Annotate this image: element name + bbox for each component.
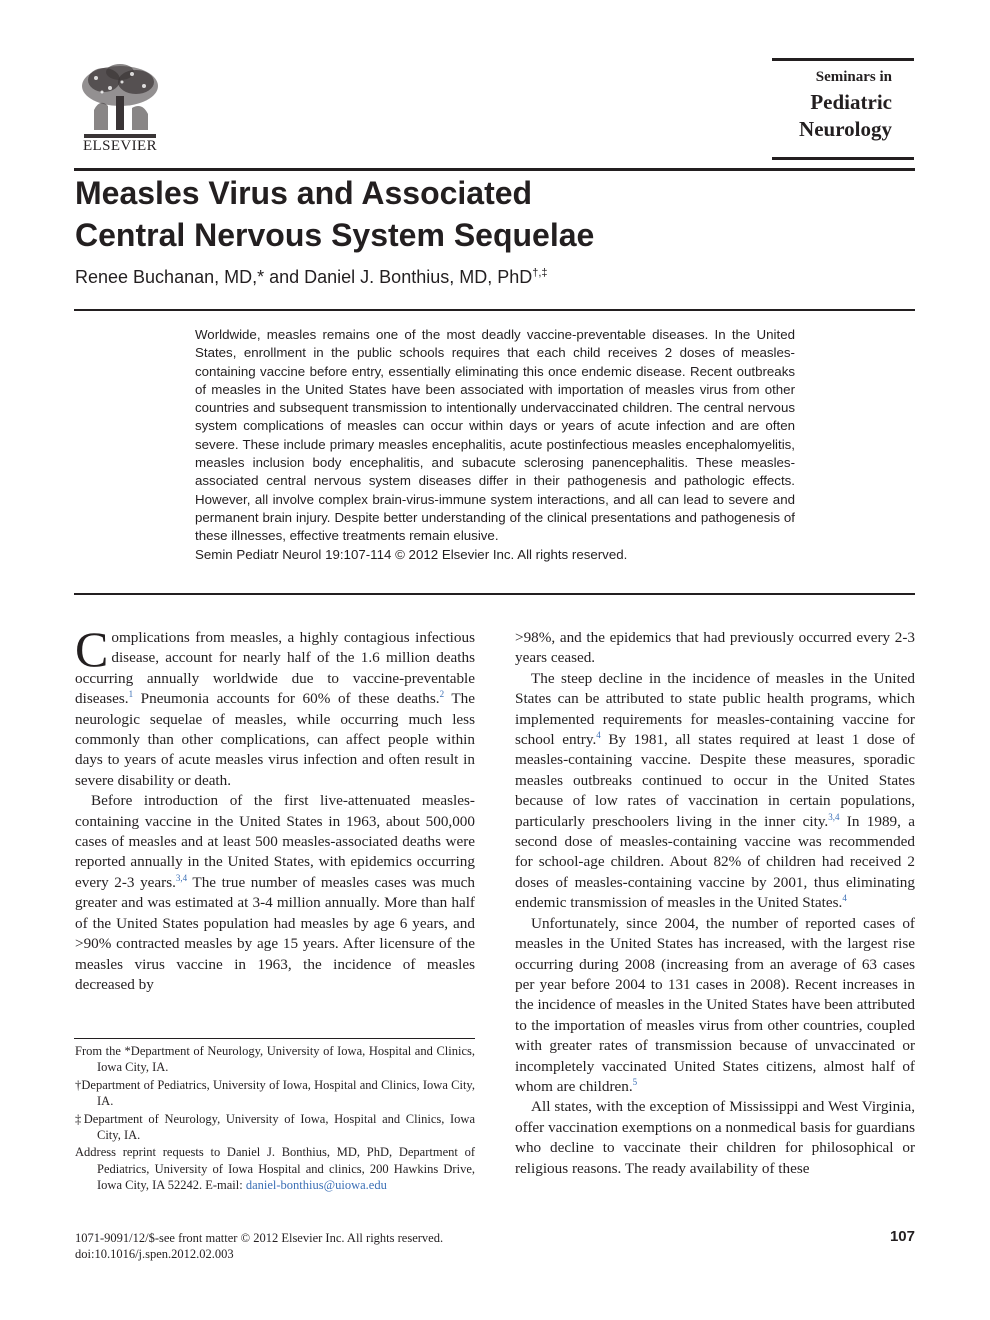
header-divider xyxy=(74,168,915,171)
issn-line: 1071-9091/12/$-see front matter © 2012 Elsevier Inc. All rights reserved. xyxy=(75,1231,444,1245)
affiliation-footnote: ‡Department of Neurology, University of Iowa, Hospital and Clinics, Iowa City, IA. xyxy=(75,1111,475,1143)
body-text: The neurologic sequelae of measles, while occurring much less commonly than other complications, can affect people within days to years of acute measles virus infection and often result in severe disability or death. xyxy=(75,690,475,789)
reference-link[interactable]: 2 xyxy=(439,689,445,700)
journal-line-pediatric: Pediatric xyxy=(810,90,892,114)
article-title xyxy=(75,172,795,256)
authors-text: Renee Buchanan, MD,* and Daniel J. Bonthius, MD, PhD xyxy=(75,267,533,287)
footnotes xyxy=(75,1043,475,1194)
copyright-block xyxy=(75,1230,443,1262)
body-text: By 1981, all states required at least 1 dose of measles-containing vaccine. Despite these measures, sporadic measles outbreaks continued to occur in the United States because of low rates of vaccination in certain populations, particularly preschoolers living in the inner city. xyxy=(515,731,915,830)
authors-affiliation-marks: †,‡ xyxy=(532,267,548,279)
affiliation-footnote: †Department of Pediatrics, University of Iowa, Hospital and Clinics, Iowa City, IA. xyxy=(75,1077,475,1109)
reference-link[interactable]: 5 xyxy=(632,1076,638,1087)
body-column-left xyxy=(75,621,475,995)
body-text: The true number of measles cases was much greater and was estimated at 3-4 million annually. More than half of the United States population had measles by age 6 years, and >90% contracted measles by age 15 years. After licensure of the measles virus vaccine in 1963, the incidence of measles decreased by xyxy=(75,873,475,993)
reference-link[interactable]: 3,4 xyxy=(175,872,188,883)
affiliation-footnote: From the *Department of Neurology, University of Iowa, Hospital and Clinics, Iowa City, IA. xyxy=(75,1044,475,1075)
journal-line-seminars: Seminars in xyxy=(815,69,892,85)
reference-link[interactable]: 4 xyxy=(842,893,847,904)
title-line-1: Measles Virus and Associated xyxy=(75,175,533,211)
body-text: Before introduction of the first live-attenuated measles-containing vaccine in the United States in 1963, about 500,000 cases of measles and at least 500 measles-associated deaths were reported annually in the United States, with epidemics occurring every 2-3 years. xyxy=(75,792,475,891)
page-number: 107 xyxy=(889,1228,915,1245)
abstract-text: Worldwide, measles remains one of the most deadly vaccine-preventable diseases. In the United States, enrollment in the public schools requires that each child receives 2 doses of measles-containing vaccine before entry, essentially eliminating this once endemic disease. Recent outbreaks of measles in the United States have been associated with importation of measles virus from other countries and subsequent transmission to intentionally undervaccinated children. The central nervous system complications of measles can occur within days or years of acute infection and are often severe. These include primary measles encephalitis, acute postinfectious measles encephalomyelitis, measles inclusion body encephalitis, and subacute sclerosing panencephalitis. These measles-associated central nervous system diseases differ in their pathogenesis and pathologic effects. However, all involve complex brain-virus-immune system interactions, and all can lead to severe and permanent brain injury. Despite better understanding of the clinical presentations and pathogenesis of these illnesses, effective treatments remain elusive. xyxy=(195,327,795,544)
correspondence-text: Address reprint requests to Daniel J. Bonthius, MD, PhD, Department of Pediatrics, University of Iowa Hospital and clinics, 200 Hawkins Drive, Iowa City, IA 52242. E-mail: xyxy=(75,1145,475,1193)
journal-line-neurology: Neurology xyxy=(799,117,892,141)
body-column-right xyxy=(515,628,915,1179)
abstract xyxy=(195,326,795,564)
body-text: The steep decline in the incidence of measles in the United States can be attributed to state public health programs, which implemented requirements for measles-containing vaccine for school entry. xyxy=(515,669,915,749)
email-link[interactable]: daniel-bonthius@uiowa.edu xyxy=(245,1178,387,1193)
body-text: In 1989, a second dose of measles-containing vaccine was recommended for school-age children. About 82% of children had received 2 doses of measles-containing vaccine by 2001, thus eliminating endemic transmission of measles in the United States. xyxy=(515,812,915,912)
doi-line[interactable]: doi:10.1016/j.spen.2012.02.003 xyxy=(75,1247,234,1261)
author-list xyxy=(75,267,875,288)
reference-link[interactable]: 4 xyxy=(596,729,601,740)
body-text: Pneumonia accounts for 60% of these deaths. xyxy=(133,690,440,708)
body-paragraph xyxy=(515,669,915,914)
reference-link[interactable]: 1 xyxy=(128,689,134,700)
abstract-divider xyxy=(74,593,915,595)
title-divider xyxy=(74,309,915,311)
correspondence-footnote xyxy=(75,1144,475,1193)
body-paragraph: All states, with the exception of Mississippi and West Virginia, offer vaccination exemptions on a nonmedical basis for guardians who decline to vaccinate their children for philosophical or religious reasons. The ready availability of these xyxy=(515,1098,915,1177)
body-paragraph xyxy=(75,791,475,995)
journal-name xyxy=(772,58,914,160)
abstract-citation: Semin Pediatr Neurol 19:107-114 © 2012 Elsevier Inc. All rights reserved. xyxy=(195,546,628,562)
body-paragraph xyxy=(75,621,475,791)
body-paragraph xyxy=(515,914,915,1098)
body-text: Unfortunately, since 2004, the number of reported cases of measles in the United States has increased, with the largest rise occurring during 2008 (increasing from an average of 63 cases per year before 2004 to 131 cases in 2008). Recent increases in the incidence of measles in the United States have been attributed to the importation of measles virus from other countries, coupled with greater rates of transmission because of unvaccinated or incompletely vaccinated United States citizens, almost half of whom are children. xyxy=(515,914,915,1095)
footnote-divider xyxy=(74,1038,475,1039)
drop-cap: C xyxy=(75,621,109,677)
title-line-2: Central Nervous System Sequelae xyxy=(75,217,595,253)
body-paragraph-continued: >98%, and the epidemics that had previously occurred every 2-3 years ceased. xyxy=(515,629,915,667)
publisher-name: ELSEVIER xyxy=(82,138,158,154)
reference-link[interactable]: 3,4 xyxy=(828,811,840,822)
body-text: omplications from measles, a highly contagious infectious disease, account for nearly half of the 1.6 million deaths occurring annually worldwide due to vaccine-preventable diseases. xyxy=(75,629,475,708)
